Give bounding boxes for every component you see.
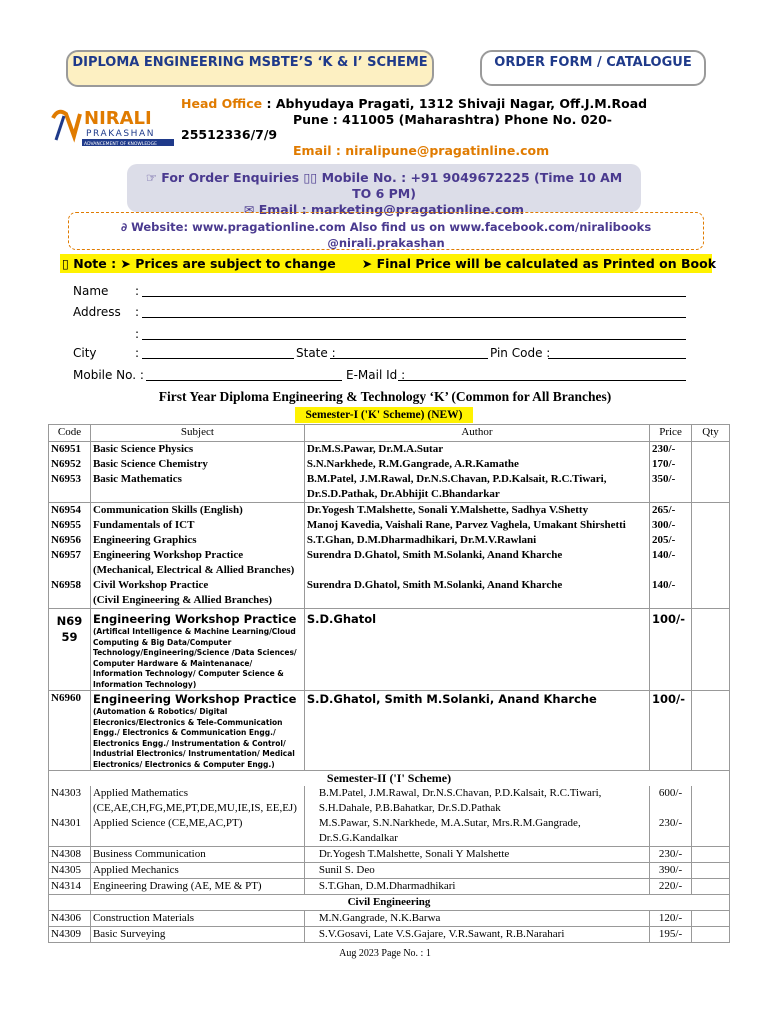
book-price: 230/- xyxy=(650,442,692,458)
book-code: N6955 xyxy=(49,518,91,533)
author-line: B.M.Patel, J.M.Rawal, Dr.N.S.Chavan, P.D.Kalsait, R.C.Tiwari, xyxy=(318,787,602,799)
pune-phone-line: Pune : 411005 (Maharashtra) Phone No. 020- xyxy=(293,112,612,127)
qty-header: Qty xyxy=(692,425,730,442)
book-author xyxy=(304,786,649,816)
qty-cell[interactable] xyxy=(692,578,730,609)
catalogue-table xyxy=(48,424,730,943)
book-author: S.V.Gosavi, Late V.S.Gajare, V.R.Sawant, R.B.Narahari xyxy=(304,927,649,943)
book-price: 220/- xyxy=(650,879,692,895)
book-price: 195/- xyxy=(650,927,692,943)
qty-cell[interactable] xyxy=(692,911,730,927)
order-enquiry-box xyxy=(127,164,641,217)
table-row xyxy=(49,691,730,771)
book-code: N6957 xyxy=(49,548,91,578)
table-row xyxy=(49,548,730,578)
qty-cell[interactable] xyxy=(692,503,730,519)
subject-branches: (Civil Engineering & Allied Branches) xyxy=(92,594,273,606)
mobile-label: Mobile No. : xyxy=(73,368,144,382)
subject-line: Applied Mathematics xyxy=(92,787,188,799)
book-author: Surendra D.Ghatol, Smith M.Solanki, Anand Kharche xyxy=(304,578,649,609)
book-author: Dr.Yogesh T.Malshette, Sonali Y Malshette xyxy=(304,847,649,863)
name-field[interactable] xyxy=(142,296,686,297)
qty-cell[interactable] xyxy=(692,786,730,816)
table-row xyxy=(49,503,730,519)
scheme-title-pill xyxy=(66,50,434,87)
author-line: Dr.S.G.Kandalkar xyxy=(318,832,398,844)
book-subject: Fundamentals of ICT xyxy=(90,518,304,533)
author-header: Author xyxy=(304,425,649,442)
state-label: State : xyxy=(296,346,336,360)
subject-branches: (Artifical Intelligence & Machine Learning/Cloud Computing & Big Data/Computer Technology/Engineering/Science /Data Sciences/ Computer Hardware & Maintenanace/ Information Technology/ Computer Science & Information Technology) xyxy=(92,627,297,689)
table-header-row xyxy=(49,425,730,442)
table-row xyxy=(49,609,730,691)
qty-cell[interactable] xyxy=(692,863,730,879)
scheme-title: DIPLOMA ENGINEERING MSBTE’S ‘K & I’ SCHEME xyxy=(72,55,428,70)
book-subject: Basic Mathematics xyxy=(90,472,304,503)
subject-line: Engineering Workshop Practice xyxy=(92,549,244,561)
logo-tagline: ADVANCEMENT OF KNOWLEDGE xyxy=(84,142,157,147)
code-part: 59 xyxy=(61,630,78,644)
price-note xyxy=(60,254,717,273)
book-code: N4303 xyxy=(49,786,91,816)
table-row xyxy=(49,911,730,927)
book-author: Dr.Yogesh T.Malshette, Sonali Y.Malshette, Sadhya V.Shetty xyxy=(304,503,649,519)
mobile-field[interactable] xyxy=(146,380,342,381)
pin-code-label: Pin Code : xyxy=(490,346,551,360)
qty-cell[interactable] xyxy=(692,472,730,503)
table-row xyxy=(49,442,730,458)
book-author: Manoj Kavedia, Vaishali Rane, Parvez Vaghela, Umakant Shirshetti xyxy=(304,518,649,533)
code-part: N69 xyxy=(56,614,83,628)
book-code: N4314 xyxy=(49,879,91,895)
qty-cell[interactable] xyxy=(692,847,730,863)
book-price: 100/- xyxy=(650,691,692,771)
city-field[interactable] xyxy=(142,358,294,359)
book-subject: Applied Science (CE,ME,AC,PT) xyxy=(90,816,304,847)
book-author: Sunil S. Deo xyxy=(304,863,649,879)
book-author: S.N.Narkhede, R.M.Gangrade, A.R.Kamathe xyxy=(304,457,649,472)
semester-1-title: Semester-I ('K' Scheme) (NEW) xyxy=(295,407,473,423)
table-row xyxy=(49,816,730,847)
table-row xyxy=(49,847,730,863)
book-code: N6951 xyxy=(49,442,91,458)
book-price: 140/- xyxy=(650,578,692,609)
book-price: 300/- xyxy=(650,518,692,533)
table-row xyxy=(49,518,730,533)
course-title: First Year Diploma Engineering & Technology ‘K’ (Common for All Branches) xyxy=(158,389,612,404)
address-field-line1[interactable] xyxy=(142,317,686,318)
qty-cell[interactable] xyxy=(692,691,730,771)
author-line: M.S.Pawar, S.N.Narkhede, M.A.Sutar, Mrs.R.M.Gangrade, xyxy=(318,817,581,829)
book-price: 205/- xyxy=(650,533,692,548)
book-code: N6954 xyxy=(49,503,91,519)
book-price: 600/- xyxy=(650,786,692,816)
book-code: N6953 xyxy=(49,472,91,503)
author-line: B.M.Patel, J.M.Rawal, Dr.N.S.Chavan, P.D.Kalsait, R.C.Tiwari, xyxy=(306,473,607,485)
book-price: 140/- xyxy=(650,548,692,578)
enquiry-time-line: TO 6 PM) xyxy=(352,186,416,201)
book-author: S.T.Ghan, D.M.Dharmadhikari, Dr.M.V.Rawlani xyxy=(304,533,649,548)
civil-engineering-title: Civil Engineering xyxy=(49,895,730,911)
book-subject xyxy=(90,786,304,816)
book-subject xyxy=(90,578,304,609)
qty-cell[interactable] xyxy=(692,442,730,458)
qty-cell[interactable] xyxy=(692,816,730,847)
qty-cell[interactable] xyxy=(692,548,730,578)
book-price: 170/- xyxy=(650,457,692,472)
book-author: S.T.Ghan, D.M.Dharmadhikari xyxy=(304,879,649,895)
qty-cell[interactable] xyxy=(692,879,730,895)
subject-branches: (Mechanical, Electrical & Allied Branches) xyxy=(92,564,295,576)
pin-code-field[interactable] xyxy=(548,358,686,359)
subject-branches: (Automation & Robotics/ Digital Elecronics/Electronics & Tele-Communication Engg./ Electronics & Communication Engg./ Electronics Engg./ Instrumentation & Control/ Industrial Electronics/ Instrumentation/ Medical Electronics/ Electronics & Computer Engg.) xyxy=(92,707,295,769)
colon: : xyxy=(135,346,140,360)
book-subject: Engineering Drawing (AE, ME & PT) xyxy=(90,879,304,895)
book-code: N6952 xyxy=(49,457,91,472)
semester-2-title-row xyxy=(49,771,730,787)
table-row xyxy=(49,927,730,943)
book-author xyxy=(304,472,649,503)
subject-line: Engineering Workshop Practice xyxy=(92,692,297,706)
book-subject xyxy=(90,548,304,578)
book-code: N4305 xyxy=(49,863,91,879)
head-office-line xyxy=(181,95,681,112)
author-line: Dr.S.D.Pathak, Dr.Abhijit C.Bhandarkar xyxy=(306,488,500,500)
colon: : xyxy=(135,327,140,341)
email-id-label: E-Mail Id : xyxy=(346,368,406,382)
book-subject: Basic Surveying xyxy=(90,927,304,943)
book-price: 230/- xyxy=(650,847,692,863)
colon: : xyxy=(135,284,140,298)
book-subject: Basic Science Chemistry xyxy=(90,457,304,472)
table-row xyxy=(49,879,730,895)
book-author: Surendra D.Ghatol, Smith M.Solanki, Anand Kharche xyxy=(304,548,649,578)
book-author: M.N.Gangrade, N.K.Barwa xyxy=(304,911,649,927)
office-email[interactable]: Email : niralipune@pragatinline.com xyxy=(293,143,550,158)
website-box xyxy=(68,212,704,250)
page-footer: Aug 2023 Page No. : 1 xyxy=(339,948,431,959)
book-code: N4309 xyxy=(49,927,91,943)
book-code: N4308 xyxy=(49,847,91,863)
book-code: N4306 xyxy=(49,911,91,927)
book-price: 100/- xyxy=(650,609,692,691)
book-subject xyxy=(90,691,304,771)
code-header: Code xyxy=(49,425,91,442)
table-row xyxy=(49,863,730,879)
book-author: S.D.Ghatol xyxy=(304,609,649,691)
head-office-address: : Abhyudaya Pragati, 1312 Shivaji Nagar, Off.J.M.Road xyxy=(266,96,648,111)
city-label: City xyxy=(73,346,97,360)
instagram-handle[interactable]: @nirali.prakashan xyxy=(327,236,445,250)
enquiry-mobile-line: ☞ For Order Enquiries ▯▯ Mobile No. : +91 9049672225 (Time 10 AM xyxy=(145,170,623,185)
phone-numbers: 25512336/7/9 xyxy=(181,127,278,142)
book-subject xyxy=(90,609,304,691)
book-author xyxy=(304,816,649,847)
book-price: 390/- xyxy=(650,863,692,879)
semester-2-title: Semester-II ('I' Scheme) xyxy=(49,771,730,787)
logo-sub: PRAKASHAN xyxy=(86,129,156,139)
table-row xyxy=(49,457,730,472)
qty-cell[interactable] xyxy=(692,518,730,533)
state-field[interactable] xyxy=(330,358,488,359)
address-label: Address xyxy=(73,305,121,319)
subject-branches: (CE,AE,CH,FG,ME,PT,DE,MU,IE,IS, EE,EJ) xyxy=(92,802,297,814)
note-prefix: ▯ Note : ➤ Prices are subject to change xyxy=(62,256,336,271)
website-links[interactable]: ∂ Website: www.pragationline.com Also find us on www.facebook.com/niralibooks xyxy=(120,220,652,234)
book-subject: Applied Mechanics xyxy=(90,863,304,879)
book-subject: Business Communication xyxy=(90,847,304,863)
head-office-label: Head Office xyxy=(181,96,263,111)
book-code: N6956 xyxy=(49,533,91,548)
book-price: 230/- xyxy=(650,816,692,847)
subject-line: Engineering Workshop Practice xyxy=(92,612,297,626)
order-form-title: ORDER FORM / CATALOGUE xyxy=(494,55,692,70)
book-author: S.D.Ghatol, Smith M.Solanki, Anand Kharche xyxy=(304,691,649,771)
book-author: Dr.M.S.Pawar, Dr.M.A.Sutar xyxy=(304,442,649,458)
qty-cell[interactable] xyxy=(692,927,730,943)
civil-title-row xyxy=(49,895,730,911)
author-line: S.H.Dahale, P.B.Bahatkar, Dr.S.D.Pathak xyxy=(318,802,501,814)
book-price: 350/- xyxy=(650,472,692,503)
table-row xyxy=(49,786,730,816)
book-code: N6960 xyxy=(49,691,91,771)
subject-line: Civil Workshop Practice xyxy=(92,579,209,591)
book-subject: Basic Science Physics xyxy=(90,442,304,458)
enquiry-email-line[interactable]: ✉ Email : marketing@pragationline.com xyxy=(243,202,525,217)
book-code: N4301 xyxy=(49,816,91,847)
book-price: 120/- xyxy=(650,911,692,927)
subject-header: Subject xyxy=(90,425,304,442)
table-row xyxy=(49,472,730,503)
book-subject: Engineering Graphics xyxy=(90,533,304,548)
book-code: N6958 xyxy=(49,578,91,609)
book-subject: Construction Materials xyxy=(90,911,304,927)
qty-cell[interactable] xyxy=(692,457,730,472)
book-subject: Communication Skills (English) xyxy=(90,503,304,519)
order-form-pill xyxy=(480,50,706,86)
qty-cell[interactable] xyxy=(692,609,730,691)
address-field-line2[interactable] xyxy=(142,339,686,340)
note-final-price: ➤ Final Price will be calculated as Printed on Book xyxy=(361,256,717,271)
email-id-field[interactable] xyxy=(398,380,686,381)
book-code xyxy=(49,609,91,691)
table-row xyxy=(49,533,730,548)
qty-cell[interactable] xyxy=(692,533,730,548)
nirali-logo xyxy=(50,106,178,148)
price-header: Price xyxy=(650,425,692,442)
colon: : xyxy=(135,305,140,319)
book-price: 265/- xyxy=(650,503,692,519)
logo-name: NIRALI xyxy=(84,108,152,129)
table-row xyxy=(49,578,730,609)
name-label: Name xyxy=(73,284,109,298)
